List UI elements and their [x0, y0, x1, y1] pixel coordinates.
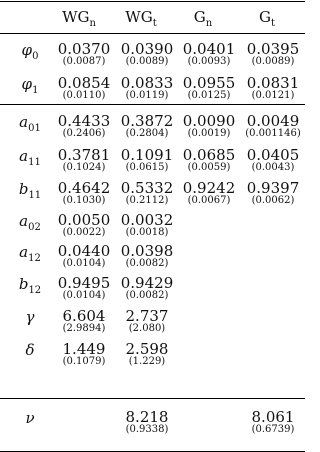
row-label: $\varphi_0$	[21, 41, 39, 62]
table-cell-std-error: (0.1079)	[62, 356, 106, 367]
table-cell-std-error: (0.0018)	[125, 227, 169, 238]
table-cell-value: 0.1091	[120, 146, 174, 164]
table-cell-value: 0.9397	[246, 179, 300, 197]
row-label: $a_{02}$	[19, 212, 41, 233]
table-cell-std-error: (2.9894)	[62, 323, 106, 334]
table-cell-value: 0.0405	[246, 146, 300, 164]
lower-rule	[0, 398, 305, 399]
table-cell-value: 0.9495	[57, 274, 111, 292]
header-g-t: $G_t$	[258, 8, 275, 29]
table-cell-value: 0.0395	[246, 40, 300, 58]
table-cell-value: 0.0398	[120, 242, 174, 260]
table-cell-std-error: (0.0067)	[187, 195, 231, 206]
table-cell-std-error: (0.0119)	[125, 90, 169, 101]
table-cell-value: 0.0833	[120, 74, 174, 92]
table-cell-value: 0.0370	[57, 40, 111, 58]
table-cell-value: 0.4433	[57, 112, 111, 130]
header-g-n: $G_n$	[193, 8, 213, 29]
top-rule	[0, 1, 305, 2]
table-cell-value: 0.0090	[182, 112, 236, 130]
table-cell-std-error: (0.6739)	[251, 424, 295, 435]
table-cell-value: 0.0685	[182, 146, 236, 164]
table-cell-std-error: (1.229)	[128, 356, 166, 367]
table-cell-value: 6.604	[62, 307, 106, 325]
table-cell-value: 0.0390	[120, 40, 174, 58]
table-cell-value: 2.737	[125, 307, 169, 325]
row-label: $\varphi_1$	[21, 75, 39, 96]
table-cell-value: 0.0440	[57, 242, 111, 260]
table-cell-std-error: (0.1030)	[62, 195, 106, 206]
table-cell-value: 0.3872	[120, 112, 174, 130]
table-cell-value: 0.4642	[57, 179, 111, 197]
table-cell-value: 2.598	[125, 340, 169, 358]
table-cell-value: 0.9429	[120, 274, 174, 292]
row-label: $a_{11}$	[19, 147, 41, 168]
row-label: $a_{01}$	[19, 113, 41, 134]
table-cell-std-error: (0.0043)	[251, 162, 295, 173]
table-cell-std-error: (0.0059)	[187, 162, 231, 173]
table-cell-value: 0.0854	[57, 74, 111, 92]
table-cell-value: 8.061	[251, 408, 295, 426]
table-cell-std-error: (0.0121)	[251, 90, 295, 101]
table-cell-std-error: (0.0093)	[187, 56, 231, 67]
table-cell-value: 0.0049	[246, 112, 300, 130]
table-cell-value: 0.0831	[246, 74, 300, 92]
table-cell-value: 1.449	[62, 340, 106, 358]
table-cell-std-error: (0.0125)	[187, 90, 231, 101]
row-label: δ	[25, 341, 35, 359]
row-label: $b_{11}$	[18, 180, 42, 201]
table-cell-std-error: (0.0110)	[62, 90, 106, 101]
table-cell-std-error: (0.0082)	[125, 258, 169, 269]
table-cell-std-error: (0.0104)	[62, 290, 106, 301]
header-wg-t: $WG_t$	[125, 8, 157, 29]
table-cell-std-error: (0.2406)	[62, 128, 106, 139]
table-cell-std-error: (0.0019)	[187, 128, 231, 139]
table-cell-value: 0.0050	[57, 211, 111, 229]
mid-rule	[0, 104, 305, 105]
table-cell-std-error: (0.0062)	[251, 195, 295, 206]
table-cell-value: 8.218	[125, 408, 169, 426]
table-cell-std-error: (0.0082)	[125, 290, 169, 301]
header-wg-n: $WG_n$	[62, 8, 96, 29]
table-cell-std-error: (0.0089)	[125, 56, 169, 67]
row-label: ν	[25, 409, 35, 427]
header-rule	[0, 33, 305, 34]
row-label: γ	[25, 308, 35, 326]
table-cell-std-error: (0.0089)	[251, 56, 295, 67]
table-cell-std-error: (0.1024)	[62, 162, 106, 173]
table-cell-value: 0.9242	[182, 179, 236, 197]
table-cell-std-error: (0.0615)	[125, 162, 169, 173]
table-cell-value: 0.5332	[120, 179, 174, 197]
row-label: $b_{12}$	[18, 275, 42, 296]
table-cell-std-error: (0.001146)	[245, 128, 301, 139]
table-cell-std-error: (0.2112)	[125, 195, 169, 206]
table-cell-value: 0.0401	[182, 40, 236, 58]
table-cell-value: 0.3781	[57, 146, 111, 164]
table-cell-std-error: (0.0022)	[62, 227, 106, 238]
table-cell-value: 0.0955	[182, 74, 236, 92]
table-cell-value: 0.0032	[120, 211, 174, 229]
row-label: $a_{12}$	[19, 243, 41, 264]
table-cell-std-error: (0.0104)	[62, 258, 106, 269]
table-cell-std-error: (0.2804)	[125, 128, 169, 139]
table-cell-std-error: (0.0087)	[62, 56, 106, 67]
table-cell-std-error: (2.080)	[128, 323, 166, 334]
table-cell-std-error: (0.9338)	[125, 424, 169, 435]
